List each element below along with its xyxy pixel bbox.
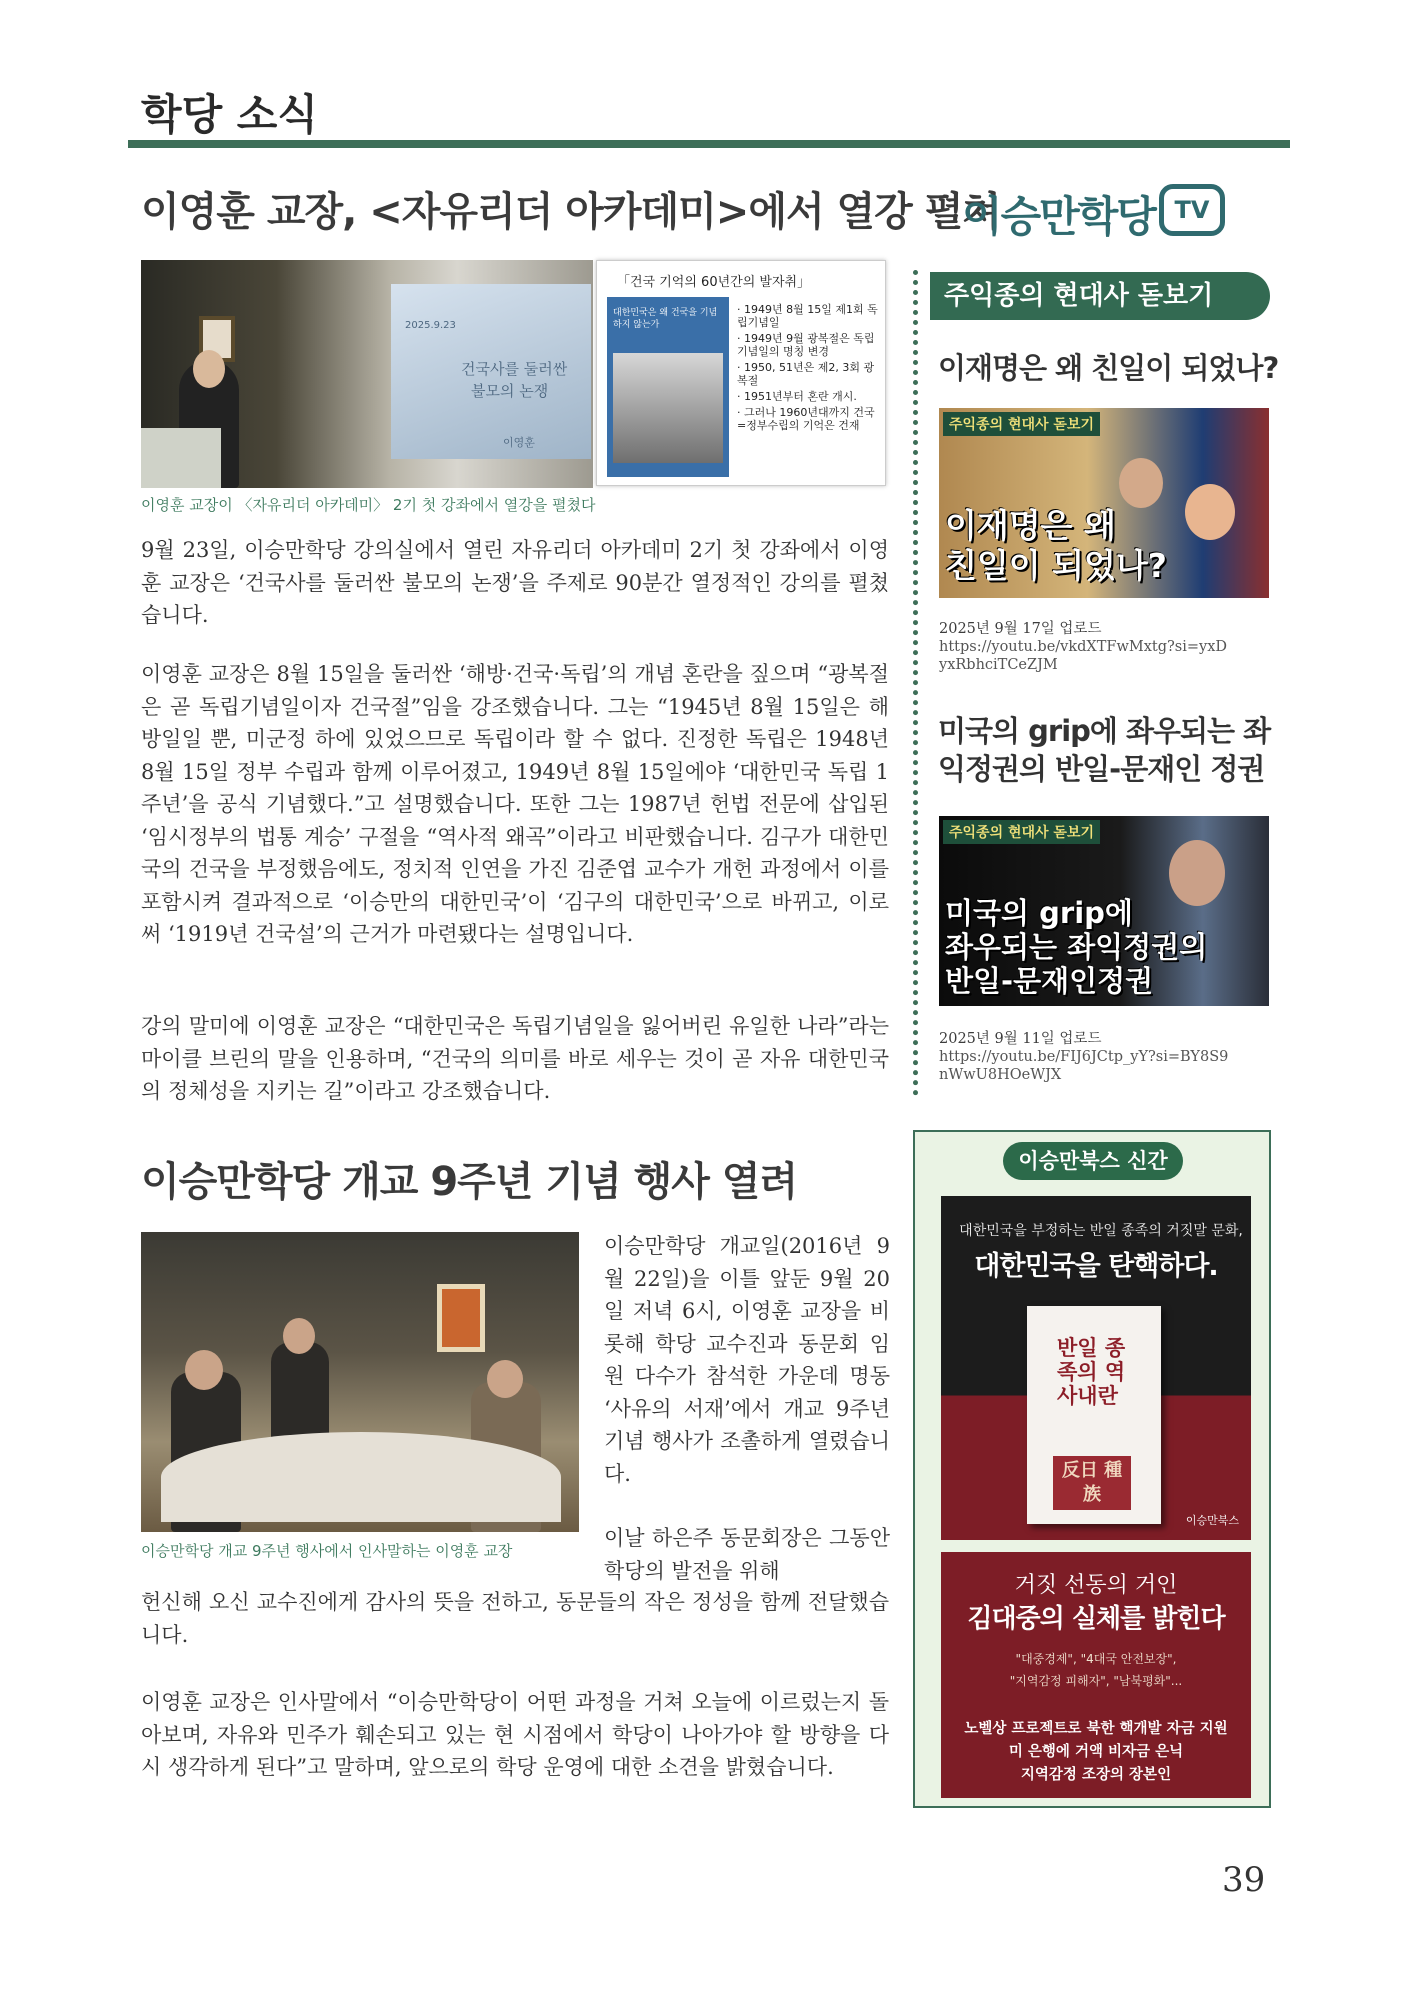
- books-ad-box: [913, 1130, 1271, 1808]
- logo-name: 이승만학당: [962, 192, 1155, 241]
- ad2-claims: [941, 1718, 1251, 1787]
- excerpt-bullet: · 1951년부터 혼란 개시.: [737, 390, 857, 403]
- thumb-line3: 반일-문재인정권: [945, 964, 1154, 998]
- video2-date: 2025년 9월 11일 업로드: [939, 1031, 1102, 1047]
- book-cover-photo: [613, 353, 723, 463]
- section-rule: [128, 140, 1290, 148]
- ad2-quotes: [941, 1648, 1251, 1692]
- screen-line2: 불모의 논쟁: [471, 382, 549, 400]
- wall-painting: [437, 1284, 485, 1352]
- excerpt-bullet: · 1950, 51년은 제2, 3회 광복절: [737, 361, 875, 387]
- podium: [141, 428, 221, 488]
- article2-side-paragraph: 이날 하은주 동문회장은 그동안 학당의 발전을 위해: [604, 1526, 890, 1583]
- thumb-series-tag: 주익종의 현대사 돋보기: [943, 820, 1100, 844]
- video2-title: 미국의 grip에 좌우되는 좌익정권의 반일-문재인 정권: [938, 714, 1271, 786]
- article2-caption: 이승만학당 개교 9주년 행사에서 인사말하는 이영훈 교장: [141, 1542, 513, 1560]
- thumb-series-tag: 주익종의 현대사 돋보기: [943, 412, 1100, 436]
- video1-title: 이재명은 왜 친일이 되었나?: [938, 351, 1279, 385]
- ad1-headline: 대한민국을 탄핵하다.: [974, 1251, 1218, 1282]
- book-cover: [607, 297, 729, 477]
- person-head: [487, 1360, 523, 1398]
- anniversary-photo: [141, 1232, 579, 1532]
- person-head: [1185, 484, 1235, 540]
- video1-url[interactable]: https://youtu.be/vkdXTFwMxtg?si=yxDyxRbhciTCeZJM: [939, 639, 1228, 673]
- article1-paragraph: 9월 23일, 이승만학당 강의실에서 열린 자유리더 아카데미 2기 첫 강좌에서 이영훈 교장은 ‘건국사를 둘러싼 불모의 논쟁’을 주제로 90분간 열정적인 강의를 펼쳤습니다.: [141, 538, 889, 627]
- thumb-line1: 이재명은 왜: [945, 506, 1116, 545]
- video1-meta: [939, 620, 1229, 674]
- ad1-cover-kanji: 反日 種族: [1053, 1456, 1131, 1510]
- section-title: 학당 소식: [141, 90, 318, 139]
- person-head: [283, 1318, 315, 1354]
- ad1-cover-title: 반일 종족의 역사내란: [1057, 1336, 1126, 1408]
- person-head: [185, 1350, 223, 1390]
- books-label: 이승만북스 신간: [1003, 1142, 1183, 1180]
- projector-screen: [391, 284, 591, 459]
- screen-date: 2025.9.23: [405, 320, 456, 331]
- person-head: [1119, 458, 1163, 508]
- book-ad-2[interactable]: [941, 1552, 1251, 1798]
- article1-paragraph: 강의 말미에 이영훈 교장은 “대한민국은 독립기념일을 잃어버린 유일한 나라”라는 마이클 브린의 말을 인용하며, “건국의 의미를 바로 세우는 것이 곧 자유 대한민국의 정체성을 지키는 길”이라고 강조했습니다.: [141, 1014, 889, 1103]
- video1-thumbnail[interactable]: [939, 408, 1269, 598]
- excerpt-bullet: · 1949년 9월 광복절은 독립기념일의 명칭 변경: [737, 332, 875, 358]
- thumb-line2: 친일이 되었나?: [945, 546, 1167, 585]
- ad2-quote-line: "지역감정 피해자", "남북평화"...: [1009, 1674, 1183, 1688]
- article1-headline: 이영훈 교장, <자유리더 아카데미>에서 열강 펼쳐: [141, 189, 1001, 235]
- seungman-tv-logo: [962, 170, 1232, 250]
- video2-url[interactable]: https://youtu.be/FIJ6JCtp_yY?si=BY8S9nWwU8HOeWJX: [939, 1049, 1229, 1083]
- article2-headline: 이승만학당 개교 9주년 기념 행사 열려: [141, 1159, 798, 1205]
- article2-paragraph: 이영훈 교장은 인사말에서 “이승만학당이 어떤 과정을 거쳐 오늘에 이르렀는지 돌아보며, 자유와 민주가 훼손되고 있는 현 시점에서 학당이 나아가야 할 방향을 다시 생각하게 된다”고 말하며, 앞으로의 학당 운영에 대한 소견을 밝혔습니다.: [141, 1690, 889, 1779]
- book-ad-1[interactable]: [941, 1196, 1251, 1540]
- ad2-claim: 지역감정 조장의 장본인: [1020, 1767, 1172, 1783]
- sidebar-divider: [913, 270, 918, 1096]
- speaker-head: [193, 350, 225, 388]
- ad2-line2: 김대중의 실체를 밝힌다: [967, 1604, 1225, 1634]
- excerpt-bullets: [737, 303, 883, 435]
- excerpt-bullet: · 1949년 8월 15일 제1회 독립기념일: [737, 303, 878, 329]
- person-head: [1169, 840, 1225, 906]
- thumb-line1: 미국의 grip에: [945, 896, 1133, 930]
- video2-thumbnail[interactable]: [939, 816, 1269, 1006]
- lecture-photo: [141, 260, 593, 488]
- ad2-quote-line: "대중경제", "4대국 안전보장",: [1015, 1652, 1177, 1666]
- thumb-line2: 좌우되는 좌익정권의: [945, 930, 1208, 964]
- article1-paragraph: 이영훈 교장은 8월 15일을 둘러싼 ‘해방·건국·독립’의 개념 혼란을 짚으며 “광복절은 곧 독립기념일이자 건국절”임을 강조했습니다. 그는 “1945년 8월 15일은 해방일일 뿐, 미군정 하에 있었으므로 독립이라 할 수 없다. 진정한 독립은 1948년 8월 15일 정부 수립과 함께 이루어졌고, 1949년 8월 15일에야 ‘대한민국 독립 1주년’을 공식 기념했다.”고 설명했습니다. 또한 그는 1987년 헌법 전문에 삽입된 ‘임시정부의 법통 계승’ 구절을 “역사적 왜곡”이라고 비판했습니다. 김구가 대한민국의 건국을 부정했음에도, 정치적 인연을 가진 김준엽 교수가 개헌 과정에서 이를 포함시켜 결과적으로 ‘이승만의 대한민국’이 ‘김구의 대한민국’으로 바뀌고, 이로써 ‘1919년 건국설’의 근거가 마련됐다는 설명입니다.: [141, 662, 889, 946]
- excerpt-bullet: · 그러나 1960년대까지 건국=정부수립의 기억은 건재: [737, 406, 875, 432]
- video2-meta: [939, 1030, 1229, 1084]
- article2-paragraph: 헌신해 오신 교수진에게 감사의 뜻을 전하고, 동문들의 작은 정성을 함께 전달했습니다.: [141, 1590, 889, 1647]
- page-number: 39: [1222, 1860, 1266, 1900]
- book-title: 대한민국은 왜 건국을 기념하지 않는가: [613, 308, 718, 330]
- video1-date: 2025년 9월 17일 업로드: [939, 621, 1102, 637]
- ad1-book-cover: [1027, 1306, 1161, 1524]
- book-excerpt-image: [596, 260, 886, 486]
- article2-side-paragraph: 이승만학당 개교일(2016년 9월 22일)을 이틀 앞둔 9월 20일 저녁 6시, 이영훈 교장을 비롯해 학당 교수진과 동문회 임원 다수가 참석한 가운데 명동 ‘사유의 서재’에서 개교 9주년 기념 행사가 조촐하게 열렸습니다.: [604, 1234, 890, 1486]
- ad1-subtitle: 대한민국을 부정하는 반일 종족의 거짓말 문화,: [959, 1223, 1243, 1239]
- screen-line1: 건국사를 둘러싼: [461, 360, 568, 378]
- ad2-line1: 거짓 선동의 거인: [1014, 1573, 1178, 1598]
- ad2-claim: 미 은행에 거액 비자금 은닉: [1008, 1744, 1184, 1760]
- excerpt-title: 「건국 기억의 60년간의 발자취」: [617, 275, 811, 290]
- screen-speaker: 이영훈: [503, 436, 535, 449]
- ad2-claim: 노벨상 프로젝트로 북한 핵개발 자금 지원: [964, 1721, 1228, 1737]
- ad1-publisher: 이승만북스: [1185, 1514, 1239, 1527]
- article1-caption: 이영훈 교장이 〈자유리더 아카데미〉 2기 첫 강좌에서 열강을 펼쳤다: [141, 496, 596, 514]
- dinner-table: [161, 1432, 561, 1522]
- tv-icon: TV: [1159, 184, 1225, 236]
- series-label: 주익종의 현대사 돋보기: [930, 272, 1270, 320]
